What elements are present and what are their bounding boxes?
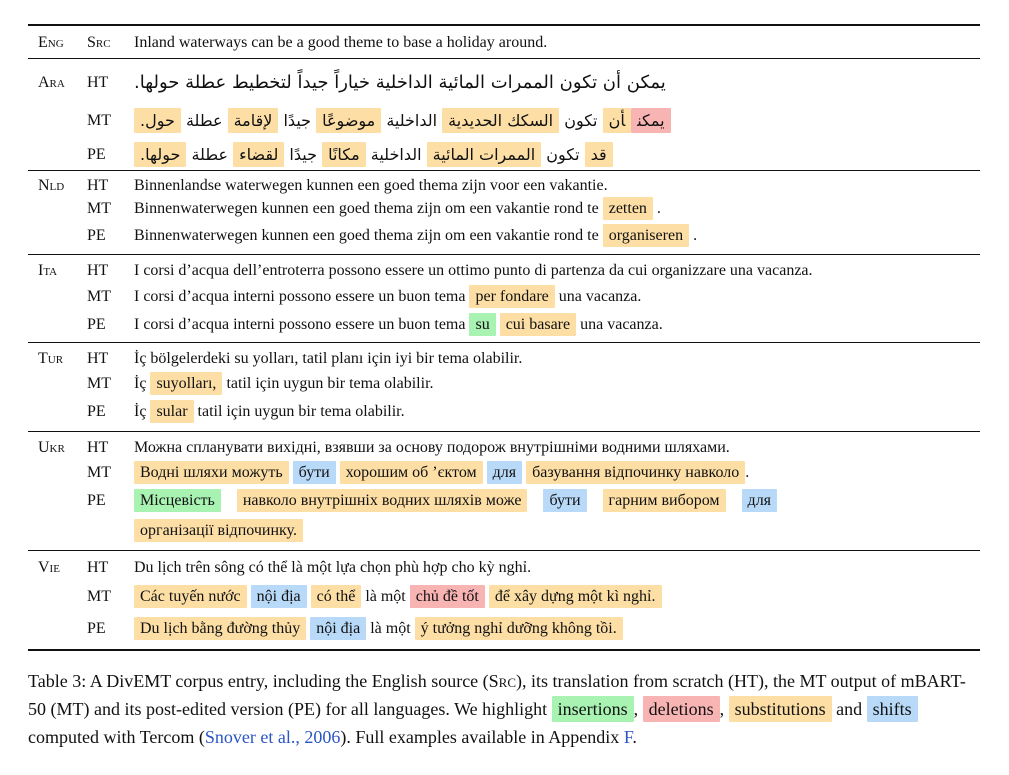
row-separator [28, 170, 980, 171]
substitution-highlight: базування відпочинку навколо [526, 461, 745, 484]
table-bottom-rule [28, 649, 980, 651]
plain-segment: عطلة [180, 111, 228, 130]
row-nld-mt [28, 196, 980, 222]
row-ita-pe [28, 312, 980, 338]
substitution-highlight: حول. [134, 108, 181, 133]
code-label-mt: MT [87, 588, 111, 605]
row-separator [28, 550, 980, 551]
tur-pe-text [134, 399, 974, 425]
row-separator [28, 254, 980, 255]
shift-highlight: бути [293, 461, 336, 484]
row-ukr-ht [28, 435, 980, 461]
insertion-highlight: su [469, 313, 495, 336]
row-ara-pe [28, 140, 980, 170]
substitution-highlight: الممرات المائية [427, 142, 542, 167]
vie-pe-text [134, 616, 974, 642]
nld-pe-text [134, 223, 974, 249]
ukr-pe-text [134, 488, 974, 514]
shift-highlight: для [487, 461, 522, 484]
vie-mt-text [134, 584, 974, 610]
row-vie-pe [28, 616, 980, 642]
substitution-highlight: per fondare [469, 285, 554, 308]
substitution-highlight: гарним вибором [603, 489, 726, 512]
ara-pe-text [134, 140, 974, 170]
citation-link[interactable]: Snover et al., 2006 [204, 727, 341, 747]
plain-segment: una vacanza. [580, 316, 663, 333]
row-eng-src [28, 30, 980, 56]
ukr-ht-text: Можна спланувати вихідні, взявши за основу подорож внутрішніми водними шляхами. [134, 439, 730, 456]
plain-segment: تكون [541, 145, 585, 164]
caption-text: , [633, 699, 639, 719]
lang-label-ara: Ara [38, 74, 65, 91]
substitution-highlight: навколо внутрішніх водних шляхів може [237, 489, 528, 512]
plain-segment: عطلة [186, 145, 234, 164]
substitution-highlight: Các tuyến nước [134, 585, 247, 608]
row-separator [28, 431, 980, 432]
substitution-highlight: suyolları, [150, 372, 222, 395]
shift-highlight: бути [543, 489, 586, 512]
substitution-highlight: zetten [603, 197, 653, 220]
row-nld-pe [28, 223, 980, 249]
plain-segment: الداخلية [365, 145, 427, 164]
plain-segment: tatil için uygun bir tema olabilir. [226, 375, 434, 392]
legend-insertions: insertions [552, 696, 634, 722]
code-label-mt: MT [87, 112, 111, 129]
substitution-highlight: Du lịch bằng đường thủy [134, 617, 306, 640]
code-label-ht: HT [87, 559, 109, 576]
ita-ht-text: I corsi d’acqua dell’entroterra possono essere un ottimo punto di partenza da cui organizzare una vacanza. [134, 262, 813, 279]
plain-segment: İç [134, 403, 147, 420]
substitution-highlight: ý tưởng nghỉ dưỡng không tồi. [415, 617, 623, 640]
code-label-pe: PE [87, 492, 106, 509]
plain-segment: tatil için uygun bir tema olabilir. [197, 403, 405, 420]
substitution-highlight: có thể [311, 585, 362, 608]
substitution-highlight: موضوعًا [316, 108, 381, 133]
plain-segment: . [745, 464, 750, 481]
substitution-highlight: хорошим об ’єктом [340, 461, 483, 484]
row-ukr-pe-wrap [28, 518, 980, 544]
code-label-pe: PE [87, 620, 106, 637]
row-ukr-mt [28, 460, 980, 486]
ara-ht-text: يمكن أن تكون الممرات المائية الداخلية خياراً جيداً لتخطيط عطلة حولها. [134, 72, 666, 93]
substitution-highlight: لقضاء [233, 142, 284, 167]
nld-mt-text [134, 196, 974, 222]
row-ukr-pe [28, 488, 980, 514]
row-ara-mt [28, 106, 980, 136]
code-label-src: Src [87, 34, 111, 51]
shift-highlight: nội địa [251, 585, 307, 608]
ara-mt-text [134, 106, 974, 136]
plain-segment: là một [370, 620, 411, 637]
shift-highlight: для [742, 489, 777, 512]
substitution-highlight: організації відпочинку. [134, 519, 303, 542]
code-label-ht: HT [87, 262, 109, 279]
code-label-mt: MT [87, 464, 111, 481]
plain-segment: Binnenwaterwegen kunnen een goed thema zijn om een vakantie rond te [134, 200, 599, 217]
plain-segment: I corsi d’acqua interni possono essere un buon tema [134, 316, 466, 333]
row-vie-ht [28, 555, 980, 581]
row-ita-ht [28, 258, 980, 284]
plain-segment: Binnenwaterwegen kunnen een goed thema zijn om een vakantie rond te [134, 227, 599, 244]
lang-label-vie: Vie [38, 559, 60, 576]
caption-text: , [719, 699, 725, 719]
lang-label-ukr: Ukr [38, 439, 65, 456]
code-label-pe: PE [87, 316, 106, 333]
code-label-mt: MT [87, 375, 111, 392]
vie-ht-text: Du lịch trên sông có thể là một lựa chọn phù hợp cho kỳ nghỉ. [134, 559, 532, 576]
substitution-highlight: cui basare [500, 313, 576, 336]
table-top-rule [28, 24, 980, 26]
legend-shifts: shifts [867, 696, 918, 722]
substitution-highlight: مكانًا [322, 142, 366, 167]
lang-label-ita: Ita [38, 262, 58, 279]
row-separator [28, 58, 980, 59]
row-tur-pe [28, 399, 980, 425]
caption-text: ), its translation from scratch (HT), the MT output of mBART-50 (MT) and its post-edited version (PE) for all languages. We highlight [28, 671, 966, 719]
plain-segment: I corsi d’acqua interni possono essere un buon tema [134, 288, 466, 305]
code-label-pe: PE [87, 146, 106, 163]
nld-ht-text: Binnenlandse waterwegen kunnen een goed thema zijn voor een vakantie. [134, 177, 608, 194]
ita-mt-text [134, 284, 974, 310]
legend-deletions: deletions [643, 696, 720, 722]
substitution-highlight: قد [585, 142, 613, 167]
row-separator [28, 342, 980, 343]
row-ara-ht [28, 68, 980, 98]
caption-text: computed with Tercom ( [28, 727, 205, 747]
deletion-highlight: chủ đề tốt [410, 585, 485, 608]
appendix-link[interactable]: F [623, 727, 633, 747]
plain-segment: جيدًا [284, 145, 323, 164]
lang-label-tur: Tur [38, 350, 64, 367]
substitution-highlight: لإقامة [228, 108, 279, 133]
substitution-highlight: حولها. [134, 142, 186, 167]
substitution-highlight: organiseren [603, 224, 689, 247]
row-ita-mt [28, 284, 980, 310]
code-label-ht: HT [87, 439, 109, 456]
shift-highlight: nội địa [310, 617, 366, 640]
plain-segment: là một [365, 588, 406, 605]
row-tur-ht [28, 346, 980, 372]
caption-src-label: Src [488, 671, 517, 691]
code-label-pe: PE [87, 403, 106, 420]
code-label-ht: HT [87, 350, 109, 367]
plain-segment: . [693, 227, 698, 244]
ita-pe-text [134, 312, 974, 338]
code-label-mt: MT [87, 200, 111, 217]
plain-segment: الداخلية [381, 111, 443, 130]
row-tur-mt [28, 371, 980, 397]
plain-segment: . [656, 200, 661, 217]
substitution-highlight: Водні шляхи можуть [134, 461, 289, 484]
insertion-highlight: Місцевість [134, 489, 221, 512]
ukr-pe-text-continued [134, 518, 974, 544]
row-vie-mt [28, 584, 980, 610]
deletion-highlight: يمكن [631, 108, 670, 133]
table-caption [28, 667, 978, 751]
lang-label-nld: Nld [38, 177, 65, 194]
caption-text: ). Full examples available in Appendix [340, 727, 620, 747]
caption-text: . [632, 727, 637, 747]
plain-segment: una vacanza. [558, 288, 642, 305]
ukr-mt-text [134, 460, 974, 486]
caption-text: and [836, 699, 863, 719]
legend-substitutions: substitutions [729, 696, 832, 722]
tur-mt-text [134, 371, 974, 397]
code-label-pe: PE [87, 227, 106, 244]
code-label-ht: HT [87, 74, 109, 91]
plain-segment: تكون [559, 111, 603, 130]
tur-ht-text: İç bölgelerdeki su yolları, tatil planı için iyi bir tema olabilir. [134, 350, 523, 367]
source-text: Inland waterways can be a good theme to base a holiday around. [134, 34, 548, 51]
caption-text: Table 3: A DivEMT corpus entry, including the English source ( [28, 671, 489, 691]
code-label-mt: MT [87, 288, 111, 305]
plain-segment: جيدًا [278, 111, 317, 130]
plain-segment: İç [134, 375, 147, 392]
substitution-highlight: sular [150, 400, 193, 423]
lang-label-eng: Eng [38, 34, 64, 51]
substitution-highlight: السكك الحديدية [442, 108, 559, 133]
substitution-highlight: để xây dựng một kì nghỉ. [489, 585, 662, 608]
substitution-highlight: أن [603, 108, 632, 133]
code-label-ht: HT [87, 177, 109, 194]
